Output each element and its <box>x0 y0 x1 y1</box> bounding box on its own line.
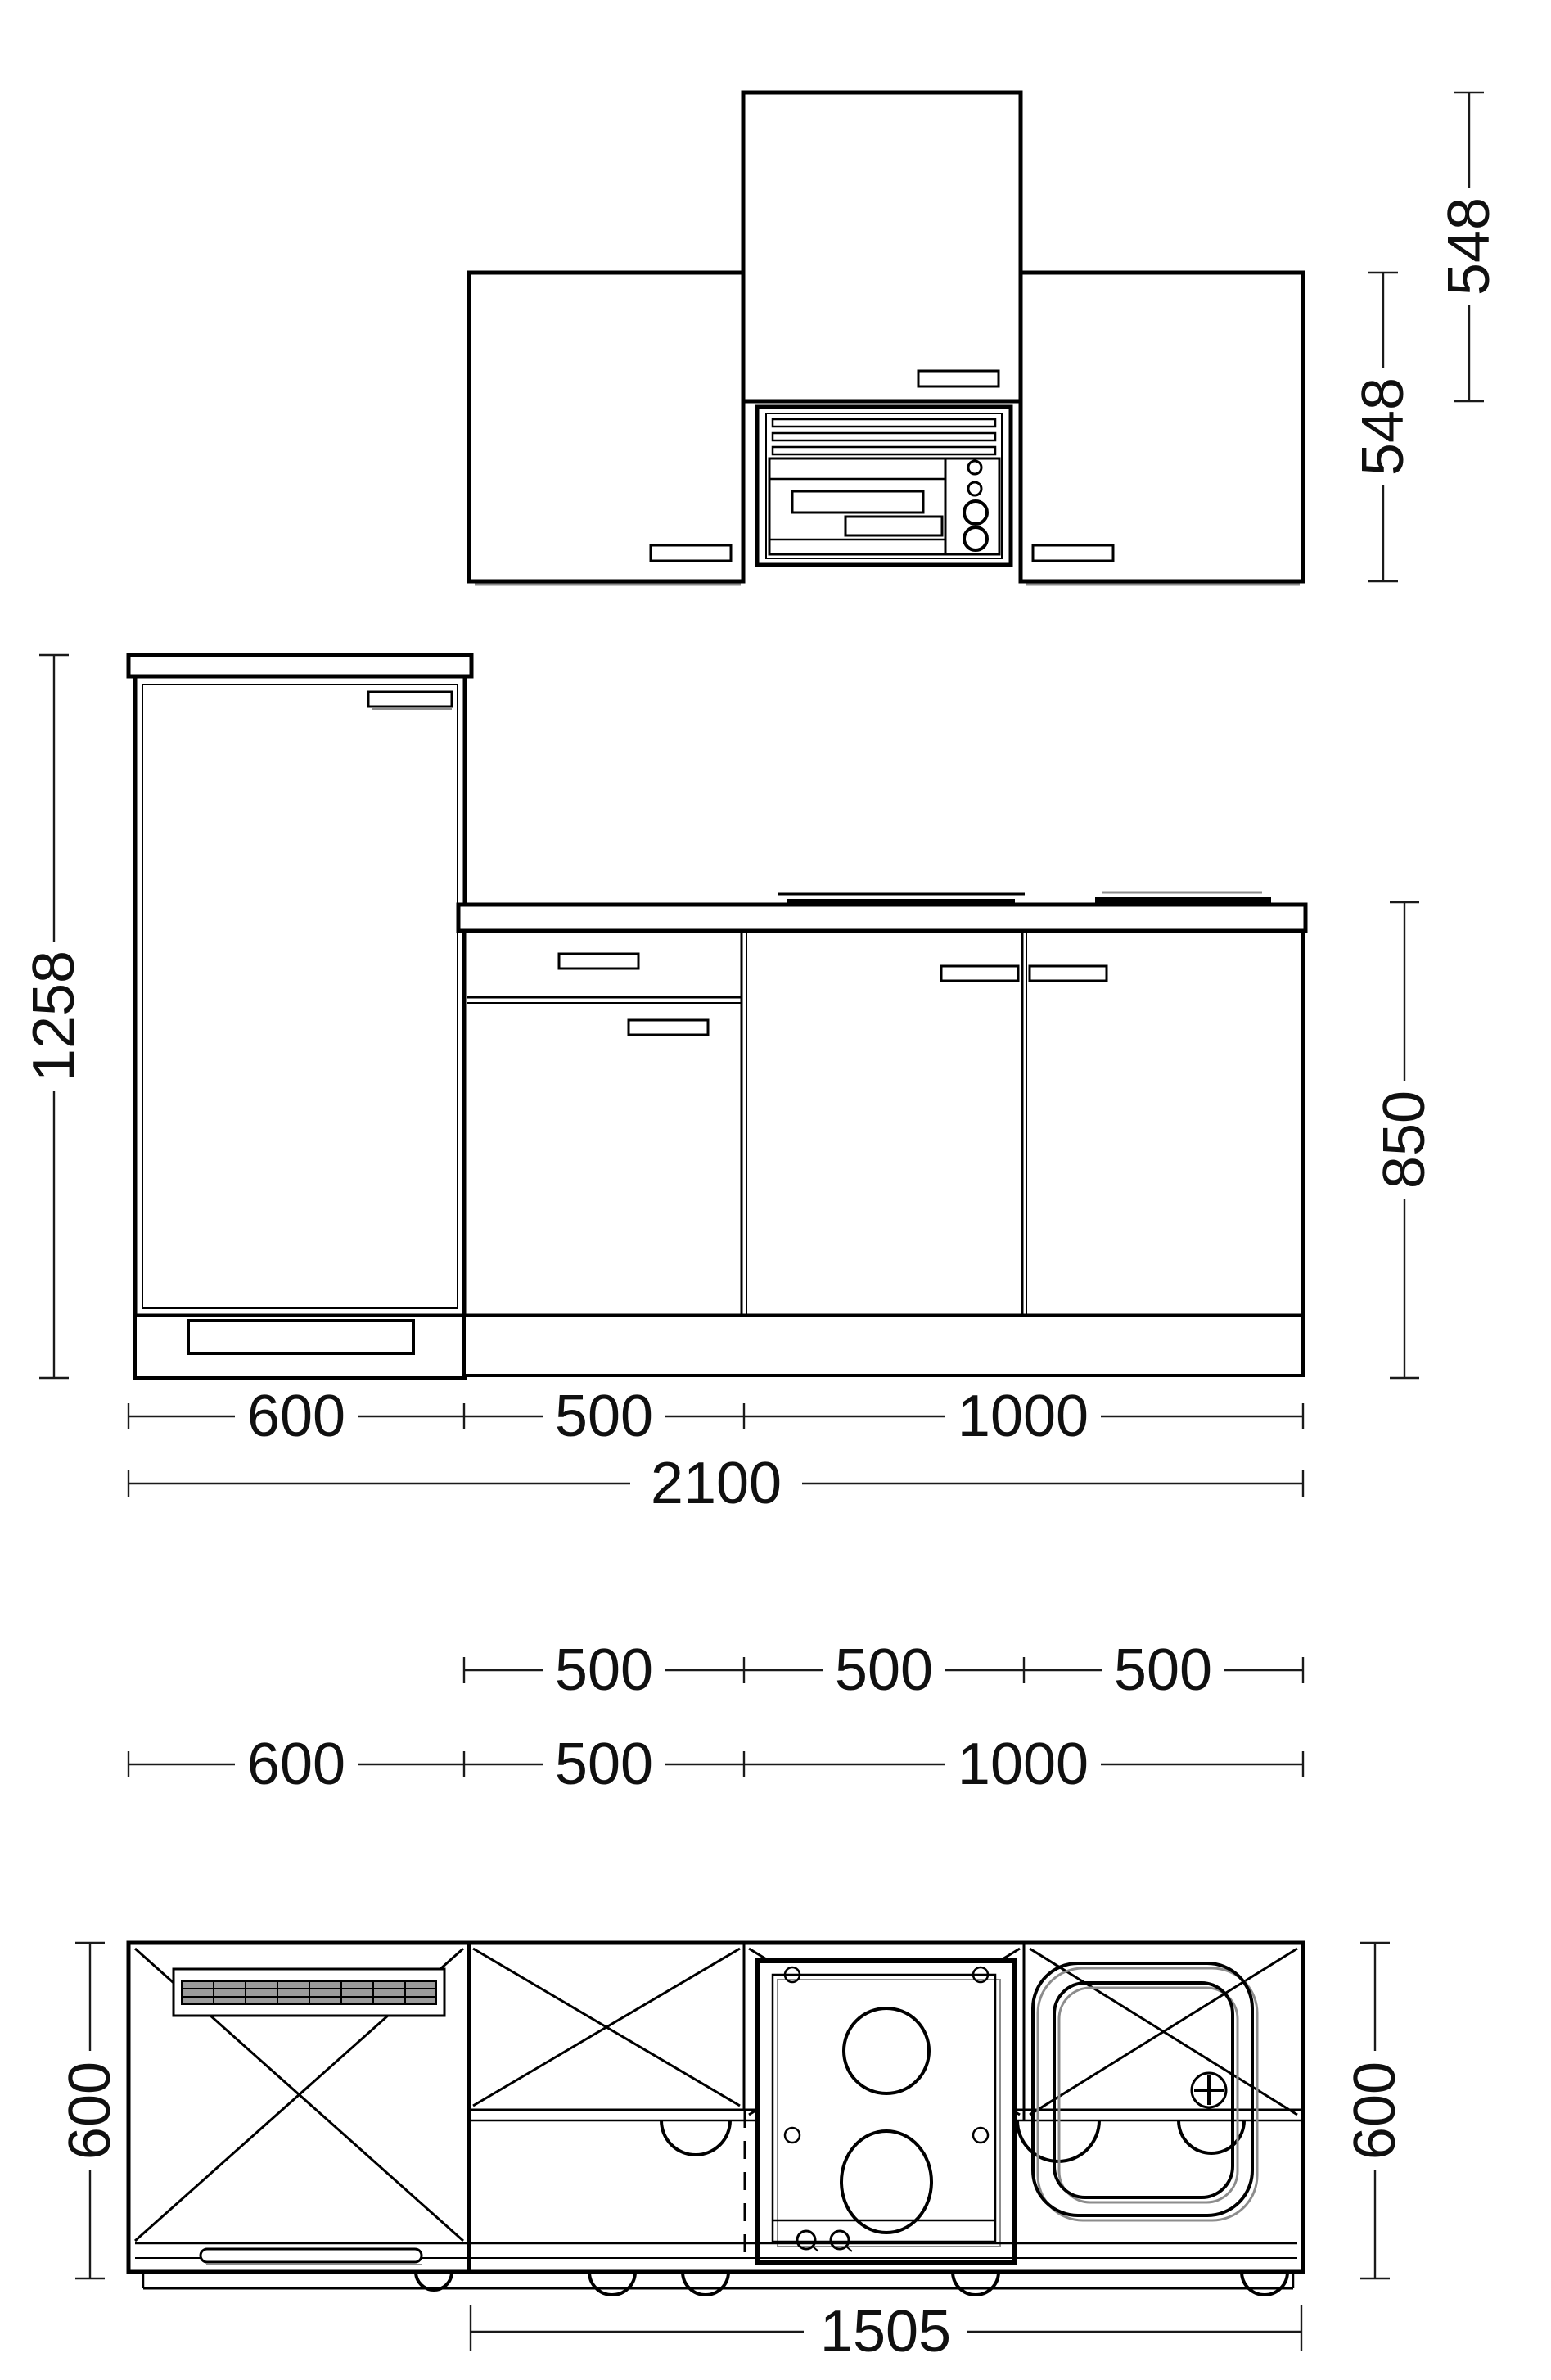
worktop <box>458 905 1305 931</box>
dim-label-upper-run: 1505 <box>819 2299 952 2364</box>
base-cabinets-outline <box>464 931 1303 1316</box>
door-handle <box>629 1020 708 1035</box>
dim-plan-depth-right <box>1342 1943 1408 2278</box>
door-handle-right-of-pair <box>1030 966 1107 981</box>
fridge-handle <box>368 692 452 707</box>
dim-label-upper-side-height: 548 <box>1350 377 1416 476</box>
dim-label-worktop-height: 850 <box>1372 1090 1437 1190</box>
base-plinth <box>464 1316 1303 1375</box>
dim-label-plan-depth-left: 600 <box>57 2061 123 2161</box>
fridge-vent-grille <box>174 1969 444 2016</box>
dim-row-upper-widths <box>464 1637 1303 1703</box>
dim-label-plan-width-2: 500 <box>554 1732 654 1797</box>
elevation-view <box>21 655 1437 1516</box>
door-swing-arc <box>683 2272 728 2295</box>
fridge-worktop-slab <box>128 655 471 676</box>
fridge-body <box>135 676 465 1316</box>
dim-label-plan-width-1: 600 <box>246 1732 346 1797</box>
wall-units-view <box>469 93 1502 585</box>
dim-label-plan-depth-right: 600 <box>1342 2061 1408 2161</box>
door-swing-arc <box>1242 2272 1287 2295</box>
dim-label-elev-width-1: 600 <box>246 1384 346 1449</box>
dim-upper-side-height <box>1350 273 1416 581</box>
dim-label-elev-width-3: 1000 <box>957 1384 1089 1449</box>
dim-worktop-height <box>1372 902 1437 1378</box>
wall-cabinet-left <box>469 273 743 585</box>
fridge-tall-unit <box>128 655 471 1378</box>
display-panel <box>792 491 923 513</box>
dim-label-total-width: 2100 <box>650 1451 782 1516</box>
fridge-door-handle-plan <box>201 2249 422 2262</box>
dim-upper-run <box>471 2299 1301 2364</box>
fridge-vent-recess <box>188 1321 413 1353</box>
hob-unit <box>758 1961 1015 2262</box>
wall-cabinet-mid-tall <box>743 93 1021 401</box>
microwave-hood-unit <box>757 407 1011 565</box>
door-bar <box>845 517 942 535</box>
door-handle <box>918 371 999 386</box>
dim-row-elevation-widths <box>128 1384 1303 1449</box>
dim-label-upper-width-1: 500 <box>554 1637 654 1703</box>
dim-total-width <box>128 1451 1303 1516</box>
dim-label-plan-width-3: 1000 <box>957 1732 1089 1797</box>
dim-label-upper-mid-height: 548 <box>1436 196 1502 296</box>
wall-cabinet-right <box>1021 273 1303 585</box>
dim-row-plan-widths <box>128 1732 1303 1797</box>
dim-plan-depth-left <box>57 1943 123 2278</box>
drawer-handle <box>559 954 638 969</box>
sink-drain <box>1192 2073 1226 2107</box>
door-handle <box>651 545 731 561</box>
dim-upper-mid-height <box>1436 93 1502 401</box>
vent-slats <box>773 419 995 454</box>
dim-label-upper-width-3: 500 <box>1113 1637 1213 1703</box>
plan-view <box>57 1943 1408 2364</box>
door-swing-arc <box>953 2272 999 2295</box>
door-handle <box>1033 545 1113 561</box>
dim-label-upper-width-2: 500 <box>834 1637 934 1703</box>
door-handle-left-of-pair <box>941 966 1018 981</box>
dim-label-elev-width-2: 500 <box>554 1384 654 1449</box>
dim-label-tall-unit-height: 1258 <box>21 950 87 1082</box>
dim-tall-unit-height <box>21 655 87 1378</box>
door-swing-arc <box>589 2272 635 2295</box>
base-run <box>458 892 1305 1375</box>
